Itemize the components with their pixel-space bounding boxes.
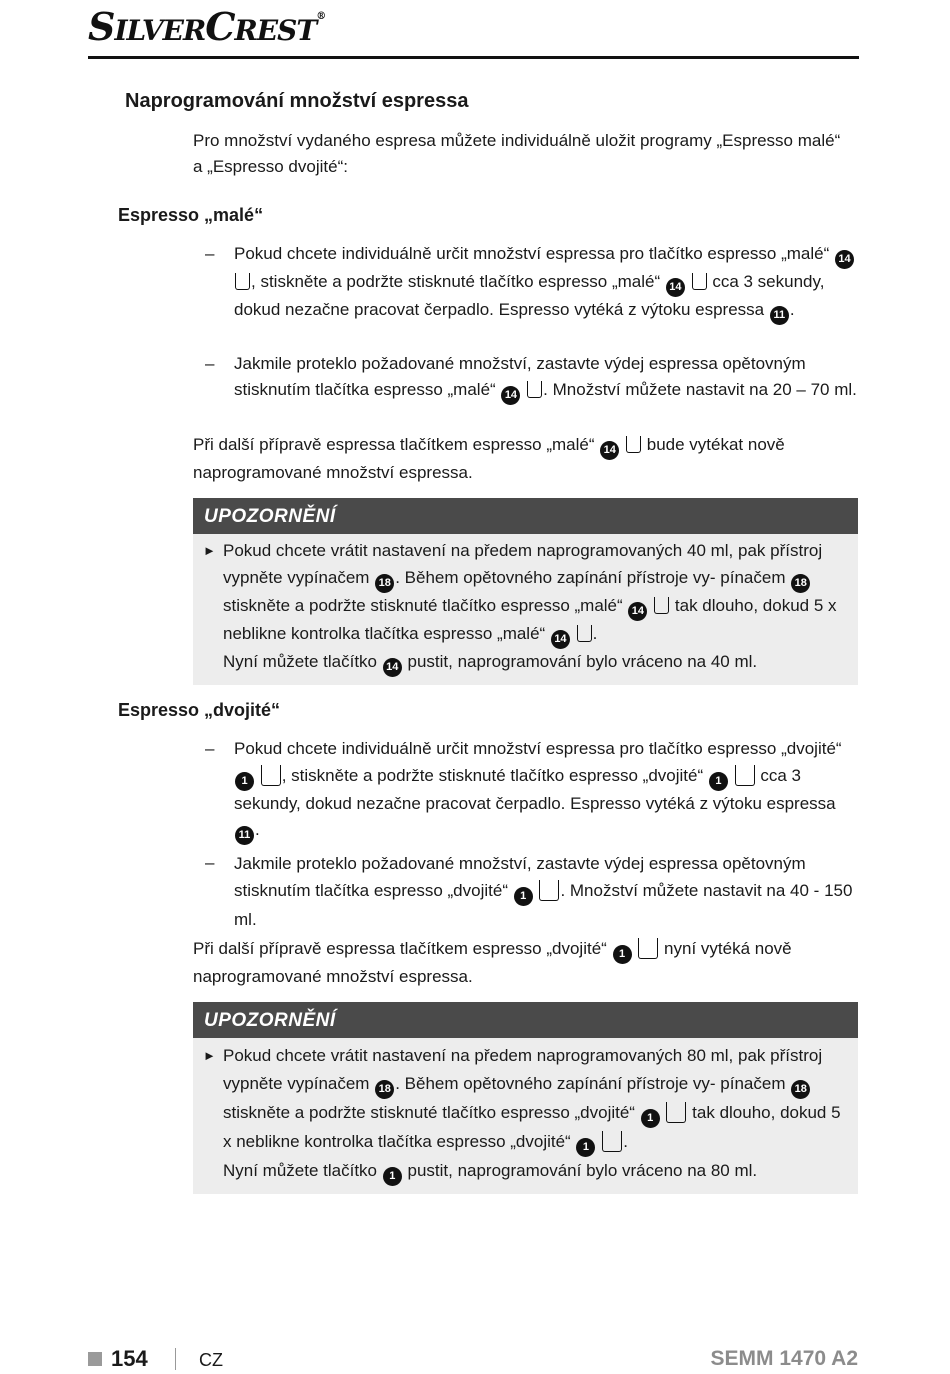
brand-logo: SILVERCREST® bbox=[88, 4, 326, 49]
ref-badge: 1 bbox=[613, 945, 632, 964]
ref-badge: 18 bbox=[791, 574, 810, 593]
language-code: CZ bbox=[199, 1350, 223, 1370]
note-small: UPOZORNĚNÍ ► Pokud chcete vrátit nastavení na předem naprogramovaných 40 ml, pak přístroj vypněte vypínačem 18 . Během opětovného zapínání přístroje vy- pínačem 18 stiskněte a podržte stisknuté tlačítko espresso „malé“ 14 tak dlouho, dokud 5 x neblikne kontrolka tlačítka espresso „malé“ 14 . Nyní můžete tlačítko 14 pustit, naprogramování bylo vráceno na 40 ml. bbox=[193, 498, 858, 685]
after-small: Při další přípravě espressa tlačítkem espresso „malé“ 14 bude vytékat nově naprogramované množství espressa. bbox=[193, 435, 785, 482]
ref-badge: 14 bbox=[501, 386, 520, 405]
heading-small: Espresso „malé“ bbox=[118, 205, 264, 225]
footer-divider bbox=[175, 1348, 176, 1370]
intro-paragraph: Pro množství vydaného espresa můžete individuálně uložit programy „Espresso malé“ a „Espresso dvojité“: bbox=[193, 131, 841, 176]
ref-badge: 11 bbox=[235, 826, 254, 845]
footer-square bbox=[88, 1352, 102, 1366]
heading-double: Espresso „dvojité“ bbox=[118, 700, 281, 720]
ref-badge: 14 bbox=[628, 602, 647, 621]
model-number: SEMM 1470 A2 bbox=[710, 1347, 858, 1370]
note-label: UPOZORNĚNÍ bbox=[193, 498, 858, 534]
ref-badge: 14 bbox=[383, 658, 402, 677]
arrow-icon: ► bbox=[203, 1048, 216, 1063]
note-label: UPOZORNĚNÍ bbox=[193, 1002, 858, 1038]
ref-badge: 18 bbox=[791, 1080, 810, 1099]
small-cup-icon bbox=[235, 273, 250, 290]
ref-badge: 18 bbox=[375, 1080, 394, 1099]
double-cup-icon bbox=[539, 880, 559, 901]
ref-badge: 1 bbox=[383, 1167, 402, 1186]
double-cup-icon bbox=[261, 765, 281, 786]
header-rule bbox=[88, 56, 859, 59]
double-cup-icon bbox=[638, 938, 658, 959]
ref-badge: 14 bbox=[551, 630, 570, 649]
page-number: 154 bbox=[111, 1346, 148, 1371]
double-cup-icon bbox=[602, 1131, 622, 1152]
small-cup-icon bbox=[527, 381, 542, 398]
arrow-icon: ► bbox=[203, 543, 216, 558]
ref-badge: 11 bbox=[770, 306, 789, 325]
ref-badge: 14 bbox=[835, 250, 854, 269]
double-cup-icon bbox=[666, 1102, 686, 1123]
ref-badge: 18 bbox=[375, 574, 394, 593]
after-double: Při další přípravě espressa tlačítkem espresso „dvojité“ 1 nyní vytéká nově naprogramované množství espressa. bbox=[193, 939, 792, 986]
small-cup-icon bbox=[692, 273, 707, 290]
ref-badge: 1 bbox=[576, 1138, 595, 1157]
note-double: UPOZORNĚNÍ ► Pokud chcete vrátit nastavení na předem naprogramovaných 80 ml, pak přístroj vypněte vypínačem 18 . Během opětovného zapínání přístroje vy- pínačem 18 stiskněte a podržte stisknuté tlačítko espresso „dvojité“ 1 tak dlouho, dokud 5 x neblikne kontrolka tlačítka espresso „dvojité“ 1 . Nyní můžete tlačítko 1 pustit, naprogramování bylo vráceno na 80 ml. bbox=[193, 1002, 858, 1194]
ref-badge: 1 bbox=[514, 887, 533, 906]
section-title: Naprogramování množství espressa bbox=[125, 90, 469, 112]
ref-badge: 1 bbox=[641, 1109, 660, 1128]
ref-badge: 14 bbox=[666, 278, 685, 297]
small-cup-icon bbox=[626, 436, 641, 453]
ref-badge: 1 bbox=[235, 772, 254, 791]
small-cup-icon bbox=[654, 597, 669, 614]
double-cup-icon bbox=[735, 765, 755, 786]
ref-badge: 1 bbox=[709, 772, 728, 791]
small-cup-icon bbox=[577, 625, 592, 642]
ref-badge: 14 bbox=[600, 441, 619, 460]
